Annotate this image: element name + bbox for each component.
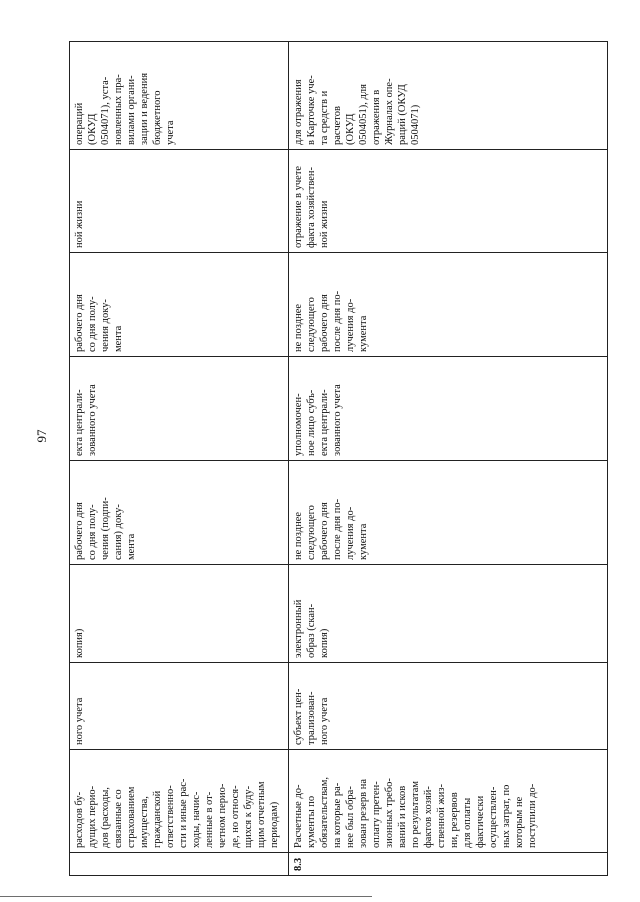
rotated-table-wrapper (69, 42, 608, 876)
table-cell: копия) (70, 565, 289, 663)
table-cell: отражение в учете факта хозяйствен- ной жизни (289, 150, 608, 253)
footer-line (0, 896, 372, 897)
table-cell: ной жизни (70, 150, 289, 253)
table-cell: рабочего дня со дня полу- чения (подпи- сания) доку- мента (70, 461, 289, 565)
table-cell: операций (ОКУД 0504071), уста- новленных пра- вилами органи- зации и ведения бюджетного учета (70, 42, 289, 150)
page-number: 97 (34, 429, 49, 443)
table-cell: ного учета (70, 663, 289, 750)
document-table (69, 41, 608, 876)
table-cell: для отражения в Карточке уче- та средств и расчетов (ОКУД 0504051), для отражения в Журналах опе- раций (ОКУД 0504071) (289, 42, 608, 150)
table-cell: расходов бу- дущих перио- дов (расходы, связанные со страхованием имущества, гражданской ответственно- сти и иные рас- ходы, начис- ленные в от- четном перио- де, но относя- щихся к буду- щим отчетным периодам) (70, 750, 289, 853)
table-row (70, 42, 289, 876)
table-cell: электронный образ (скан- копия) (289, 565, 608, 663)
row-number-cell: 8.3 (289, 853, 608, 876)
table-cell: Расчетные до- кументы по обязательствам, на которые ра- нее был обра- зован резерв на оплату претен- зионных требо- ваний и исков по результатам фактов хозяй- ственной жиз- ни, резервов для оплаты фактически осуществлен- ных затрат, по которым не поступили до- (289, 750, 608, 853)
table-cell: не позднее следующего рабочего дня после дня по- лучения до- кумента (289, 461, 608, 565)
row-number-cell (70, 853, 289, 876)
table-row (289, 42, 608, 876)
table-cell: рабочего дня со дня полу- чения доку- мента (70, 253, 289, 357)
table-cell: уполномочен- ное лицо субъ- екта централи- зованного учета (289, 357, 608, 461)
table-cell: не позднее следующего рабочего дня после дня по- лучения до- кумента (289, 253, 608, 357)
table-cell: субъект цен- трализован- ного учета (289, 663, 608, 750)
table-cell: екта централи- зованного учета (70, 357, 289, 461)
